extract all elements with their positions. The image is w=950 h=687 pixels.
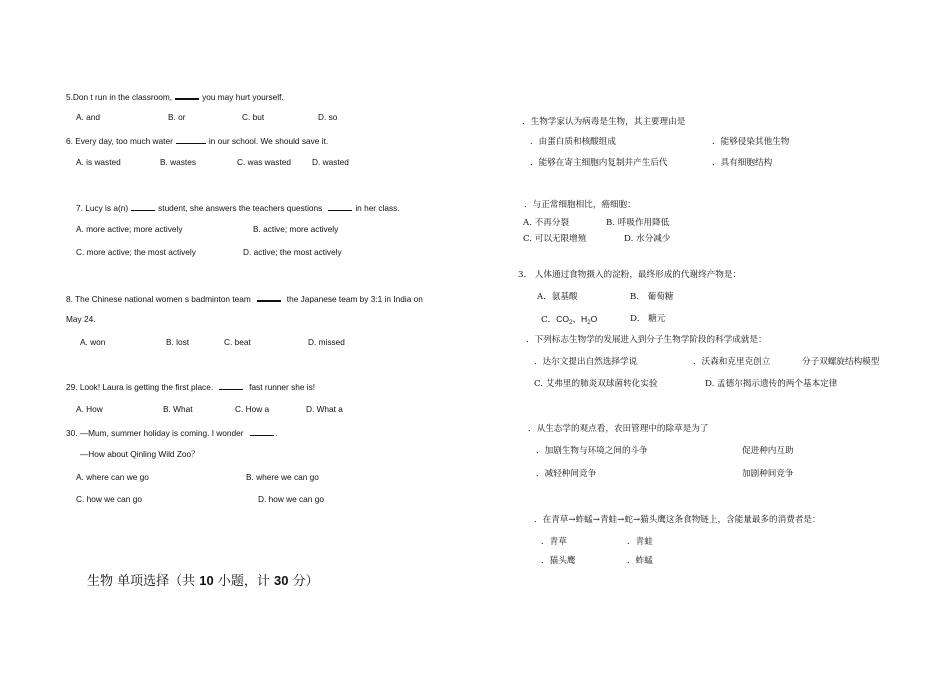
q8-stem-part-b: the Japanese team by 3:1 in India on [286, 294, 423, 304]
bio-q1-stem: ．生物学家认为病毒是生物，其主要理由是 [522, 117, 686, 127]
q7-option-a: A. more active; more actively [76, 224, 183, 234]
q30-option-b: B. where we can go [246, 472, 319, 482]
q5-option-d: D. so [318, 112, 338, 122]
bio-q3-option-b: B． 葡萄糖 [630, 292, 674, 302]
q29-option-b: B. What [163, 404, 193, 414]
co2-subscript: 2 [569, 320, 573, 326]
q8-stem-part-c: May 24. [66, 314, 96, 324]
bio-q2-option-b: B. 呼吸作用降低 [606, 218, 670, 228]
bio-q2-option-a: A. 不再分裂 [523, 218, 570, 228]
section-heading [87, 573, 319, 590]
bio-q5-option-d: 加剧种间竞争 [742, 469, 794, 479]
bio-q5-option-c: ．减轻种间竞争 [536, 469, 597, 479]
heading-text-mid: 小题，计 [217, 574, 270, 589]
q5-stem [66, 90, 284, 103]
bio-q3-option-c-label: C． [541, 315, 557, 325]
q5-stem-part-b: you may hurt yourself. [202, 92, 284, 102]
q8-option-b: B. lost [166, 337, 190, 347]
bio-q3-option-c [541, 314, 597, 329]
answer-blank [131, 202, 155, 211]
q29-stem-part-b: fast runner she is! [249, 382, 316, 392]
q7-option-b: B. active; more actively [253, 224, 339, 234]
q6-stem-part-b: in our school. We should save it. [208, 136, 329, 146]
q8-stem [66, 292, 423, 305]
h2o-h: H [581, 314, 588, 324]
h2o-formula [581, 314, 597, 324]
q30-option-a: A. where can we go [76, 472, 149, 482]
bio-q5-option-a: ．加剧生物与环境之间的斗争 [536, 446, 648, 456]
bio-q1-option-d: ．具有细胞结构 [712, 158, 773, 168]
bio-q5-stem: ．从生态学的观点看，农田管理中的除草是为了 [528, 424, 709, 434]
q6-option-a: A. is wasted [76, 157, 121, 167]
heading-total-score: 30 [274, 573, 289, 588]
q7-option-d: D. active; the most actively [243, 247, 342, 257]
h2o-o: O [590, 314, 598, 324]
bio-q1-option-c: ．能够在寄主细胞内复制并产生后代 [530, 158, 668, 168]
q6-option-b: B. wastes [160, 157, 196, 167]
q7-stem-part-b: student, she answers the teachers questions [158, 203, 323, 213]
heading-question-count: 10 [199, 573, 214, 588]
bio-q4-option-d: D. 孟德尔揭示遗传的两个基本定律 [705, 379, 838, 389]
q30-stem-part-b: . [275, 428, 278, 438]
bio-q2-option-c: C. 可以无限增殖 [523, 234, 587, 244]
answer-blank [250, 427, 274, 436]
q29-stem-part-a: 29. Look! Laura is getting the first place. [66, 382, 214, 392]
bio-q4-option-b: ．沃森和克里克创立 [693, 357, 771, 367]
answer-blank [257, 292, 281, 302]
answer-blank [176, 135, 206, 144]
q5-option-c: C. but [242, 112, 265, 122]
heading-text-post: 分） [292, 574, 319, 589]
bio-q1-option-a: ．由蛋白质和核酸组成 [530, 137, 616, 147]
q30-dialogue-reply: —How about Qinling Wild Zoo？ [80, 449, 200, 459]
q6-stem-part-a: 6. Every day, too much water [66, 136, 173, 146]
answer-blank [175, 90, 199, 100]
answer-blank [328, 202, 352, 211]
co2-symbol: CO [556, 314, 570, 324]
bio-q6-stem: ．在青草→蚱蜢→青蛙→蛇→猫头鹰这条食物链上，含能量最多的消费者是： [534, 515, 821, 525]
bio-q4-stem: ．下列标志生物学的发展进入到分子生物学阶段的科学成就是： [526, 335, 767, 345]
co2-formula [556, 314, 572, 324]
q8-option-d: D. missed [308, 337, 345, 347]
q8-stem-part-a: 8. The Chinese national women s badminton team [66, 294, 251, 304]
bio-q3-option-d: D． 糖元 [630, 314, 666, 324]
q7-stem-part-c: in her class. [355, 203, 400, 213]
formula-separator: 、 [572, 315, 582, 325]
q6-stem [66, 135, 328, 147]
bio-q6-option-b: ．青蛙 [627, 537, 653, 547]
q29-stem [66, 381, 315, 393]
q30-option-c: C. how we can go [76, 494, 142, 504]
bio-q2-stem: ．与正常细胞相比，癌细胞： [524, 200, 636, 210]
bio-q6-option-d: ．蚱蜢 [627, 556, 653, 566]
bio-q4-option-b-continued: 分子双螺旋结构模型 [802, 357, 880, 367]
bio-q3-stem: 3． 人体通过食物摄入的淀粉，最终形成的代谢终产物是： [518, 270, 742, 280]
q6-option-c: C. was wasted [237, 157, 291, 167]
q8-option-c: C. beat [224, 337, 251, 347]
bio-q1-option-b: ．能够侵染其他生物 [712, 137, 790, 147]
q29-option-c: C. How a [235, 404, 270, 414]
q29-option-a: A. How [76, 404, 103, 414]
q5-option-a: A. and [76, 112, 100, 122]
q7-option-c: C. more active; the most actively [76, 247, 196, 257]
bio-q3-option-a: A．氨基酸 [537, 292, 578, 302]
bio-q5-option-b: 促进种内互助 [742, 446, 794, 456]
q5-stem-part-a: 5.Don t run in the classroom, [66, 92, 173, 102]
q29-option-d: D. What a [306, 404, 343, 414]
q6-option-d: D. wasted [312, 157, 349, 167]
answer-blank [219, 381, 243, 390]
bio-q4-option-a: ．达尔文提出自然选择学说 [534, 357, 638, 367]
q7-stem [76, 202, 400, 214]
q5-option-b: B. or [168, 112, 186, 122]
q30-option-d: D. how we can go [258, 494, 324, 504]
q30-stem-part-a: 30. —Mum, summer holiday is coming. I wonder [66, 428, 244, 438]
bio-q6-option-a: ．青草 [541, 537, 567, 547]
h2o-subscript: 2 [587, 320, 591, 326]
bio-q6-option-c: ．猫头鹰 [541, 556, 576, 566]
bio-q4-option-c: C. 艾弗里的肺炎双球菌转化实验 [534, 379, 658, 389]
q7-stem-part-a: 7. Lucy is a(n) [76, 203, 129, 213]
q30-stem [66, 427, 278, 439]
bio-q2-option-d: D. 水分减少 [624, 234, 671, 244]
q8-option-a: A. won [80, 337, 106, 347]
heading-text-pre: 生物 单项选择（共 [87, 574, 196, 589]
